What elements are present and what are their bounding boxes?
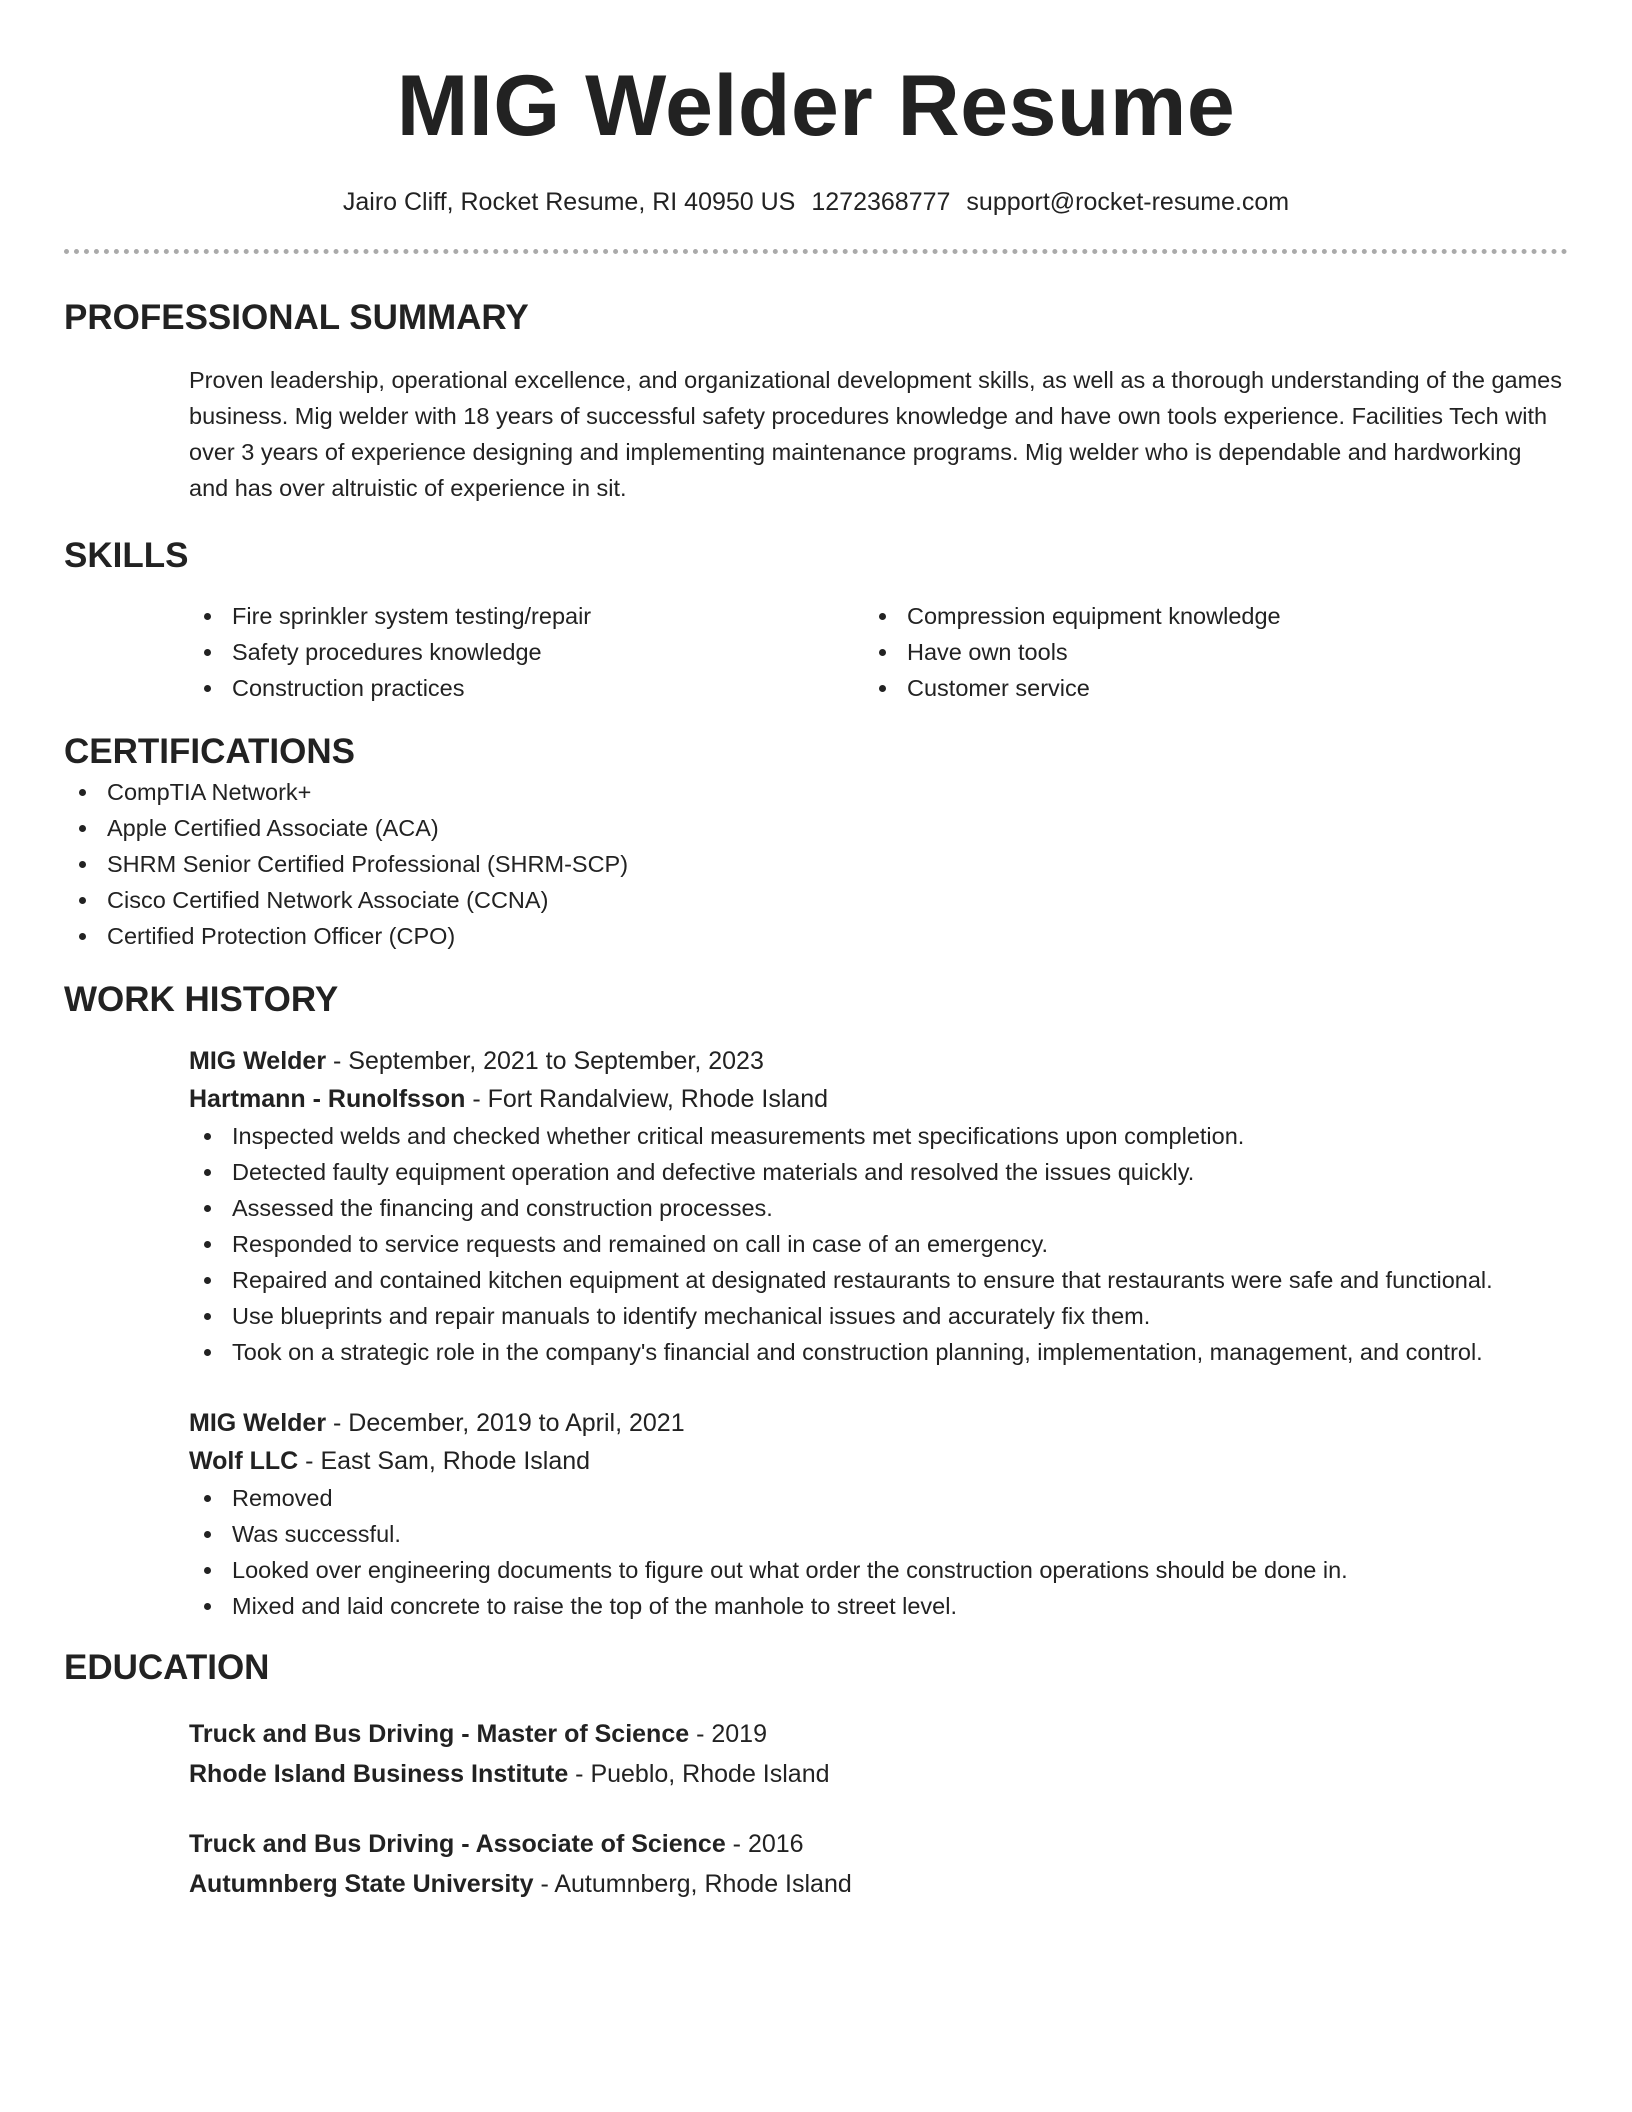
education-degree: Truck and Bus Driving - Associate of Science bbox=[189, 1830, 726, 1858]
education-section bbox=[64, 1646, 1568, 1904]
education-degree-line bbox=[189, 1824, 1568, 1864]
skills-right-list bbox=[864, 598, 1568, 706]
job-duty: Was successful. bbox=[189, 1516, 1568, 1552]
education-location: - Pueblo, Rhode Island bbox=[568, 1760, 830, 1788]
certification-item: Certified Protection Officer (CPO) bbox=[64, 918, 1568, 954]
contact-email: support@rocket-resume.com bbox=[966, 188, 1290, 216]
certification-item: SHRM Senior Certified Professional (SHRM-SCP) bbox=[64, 846, 1568, 882]
education-school-line bbox=[189, 1864, 1568, 1904]
job-entry bbox=[189, 1042, 1568, 1370]
job-duty: Inspected welds and checked whether critical measurements met specifications upon completion. bbox=[189, 1118, 1568, 1154]
certification-item: Cisco Certified Network Associate (CCNA) bbox=[64, 882, 1568, 918]
certifications-section bbox=[64, 730, 1568, 954]
job-duty: Repaired and contained kitchen equipment at designated restaurants to ensure that restaurants were safe and functional. bbox=[189, 1262, 1568, 1298]
education-entry bbox=[189, 1714, 1568, 1794]
job-duty: Mixed and laid concrete to raise the top of the manhole to street level. bbox=[189, 1588, 1568, 1624]
header-divider bbox=[64, 249, 1568, 254]
job-title-line bbox=[189, 1404, 1568, 1442]
certification-item: CompTIA Network+ bbox=[64, 774, 1568, 810]
job-title: MIG Welder bbox=[189, 1047, 327, 1075]
job-duty: Took on a strategic role in the company's financial and construction planning, implementation, management, and control. bbox=[189, 1334, 1568, 1370]
summary-text: Proven leadership, operational excellence, and organizational development skills, as well as a thorough understanding of the games business. Mig welder with 18 years of successful safety procedures knowledge and have own tools experience. Facilities Tech with over 3 years of experience designing and implementing maintenance programs. Mig welder who is dependable and hardworking and has over altruistic of experience in sit. bbox=[189, 367, 1562, 501]
skill-item: Compression equipment knowledge bbox=[864, 598, 1568, 634]
education-entry bbox=[189, 1824, 1568, 1904]
job-duty: Detected faulty equipment operation and defective materials and resolved the issues quickly. bbox=[189, 1154, 1568, 1190]
education-heading: EDUCATION bbox=[64, 1648, 270, 1687]
job-duty: Assessed the financing and construction processes. bbox=[189, 1190, 1568, 1226]
job-company-line bbox=[189, 1080, 1568, 1118]
job-title-line bbox=[189, 1042, 1568, 1080]
certification-item: Apple Certified Associate (ACA) bbox=[64, 810, 1568, 846]
job-location: - Fort Randalview, Rhode Island bbox=[465, 1085, 829, 1113]
certifications-heading: CERTIFICATIONS bbox=[64, 732, 356, 771]
job-title: MIG Welder bbox=[189, 1409, 327, 1437]
skill-item: Construction practices bbox=[189, 670, 864, 706]
contact-address: Jairo Cliff, Rocket Resume, RI 40950 US bbox=[342, 188, 796, 216]
job-location: - East Sam, Rhode Island bbox=[298, 1447, 591, 1475]
job-duties-list bbox=[189, 1480, 1568, 1624]
skill-item: Have own tools bbox=[864, 634, 1568, 670]
education-degree-line bbox=[189, 1714, 1568, 1754]
education-school-line bbox=[189, 1754, 1568, 1794]
job-company-line bbox=[189, 1442, 1568, 1480]
contact-line bbox=[64, 184, 1568, 220]
contact-phone: 1272368777 bbox=[811, 188, 951, 216]
skill-item: Safety procedures knowledge bbox=[189, 634, 864, 670]
education-school: Autumnberg State University bbox=[189, 1870, 534, 1898]
job-duty: Responded to service requests and remained on call in case of an emergency. bbox=[189, 1226, 1568, 1262]
job-company: Wolf LLC bbox=[189, 1447, 299, 1475]
education-school: Rhode Island Business Institute bbox=[189, 1760, 569, 1788]
skill-item: Fire sprinkler system testing/repair bbox=[189, 598, 864, 634]
resume-title: MIG Welder Resume bbox=[396, 58, 1236, 154]
skills-section bbox=[64, 534, 1568, 706]
job-duty: Use blueprints and repair manuals to identify mechanical issues and accurately fix them. bbox=[189, 1298, 1568, 1334]
work-history-heading: WORK HISTORY bbox=[64, 980, 339, 1019]
job-duty: Looked over engineering documents to figure out what order the construction operations should be done in. bbox=[189, 1552, 1568, 1588]
job-dates: - December, 2019 to April, 2021 bbox=[326, 1409, 685, 1437]
skills-heading: SKILLS bbox=[64, 536, 189, 575]
education-degree: Truck and Bus Driving - Master of Science bbox=[189, 1720, 690, 1748]
skills-left-list bbox=[189, 598, 864, 706]
job-dates: - September, 2021 to September, 2023 bbox=[326, 1047, 764, 1075]
job-duty: Removed bbox=[189, 1480, 1568, 1516]
education-year: - 2016 bbox=[725, 1830, 804, 1858]
education-year: - 2019 bbox=[689, 1720, 767, 1748]
skills-grid bbox=[189, 598, 1568, 706]
summary-section bbox=[64, 296, 1568, 506]
certifications-list bbox=[64, 774, 1568, 954]
job-duties-list bbox=[189, 1118, 1568, 1370]
work-history-section bbox=[64, 978, 1568, 1624]
summary-heading: PROFESSIONAL SUMMARY bbox=[64, 298, 529, 337]
job-entry bbox=[189, 1404, 1568, 1624]
job-company: Hartmann - Runolfsson bbox=[189, 1085, 466, 1113]
education-location: - Autumnberg, Rhode Island bbox=[533, 1870, 852, 1898]
skill-item: Customer service bbox=[864, 670, 1568, 706]
